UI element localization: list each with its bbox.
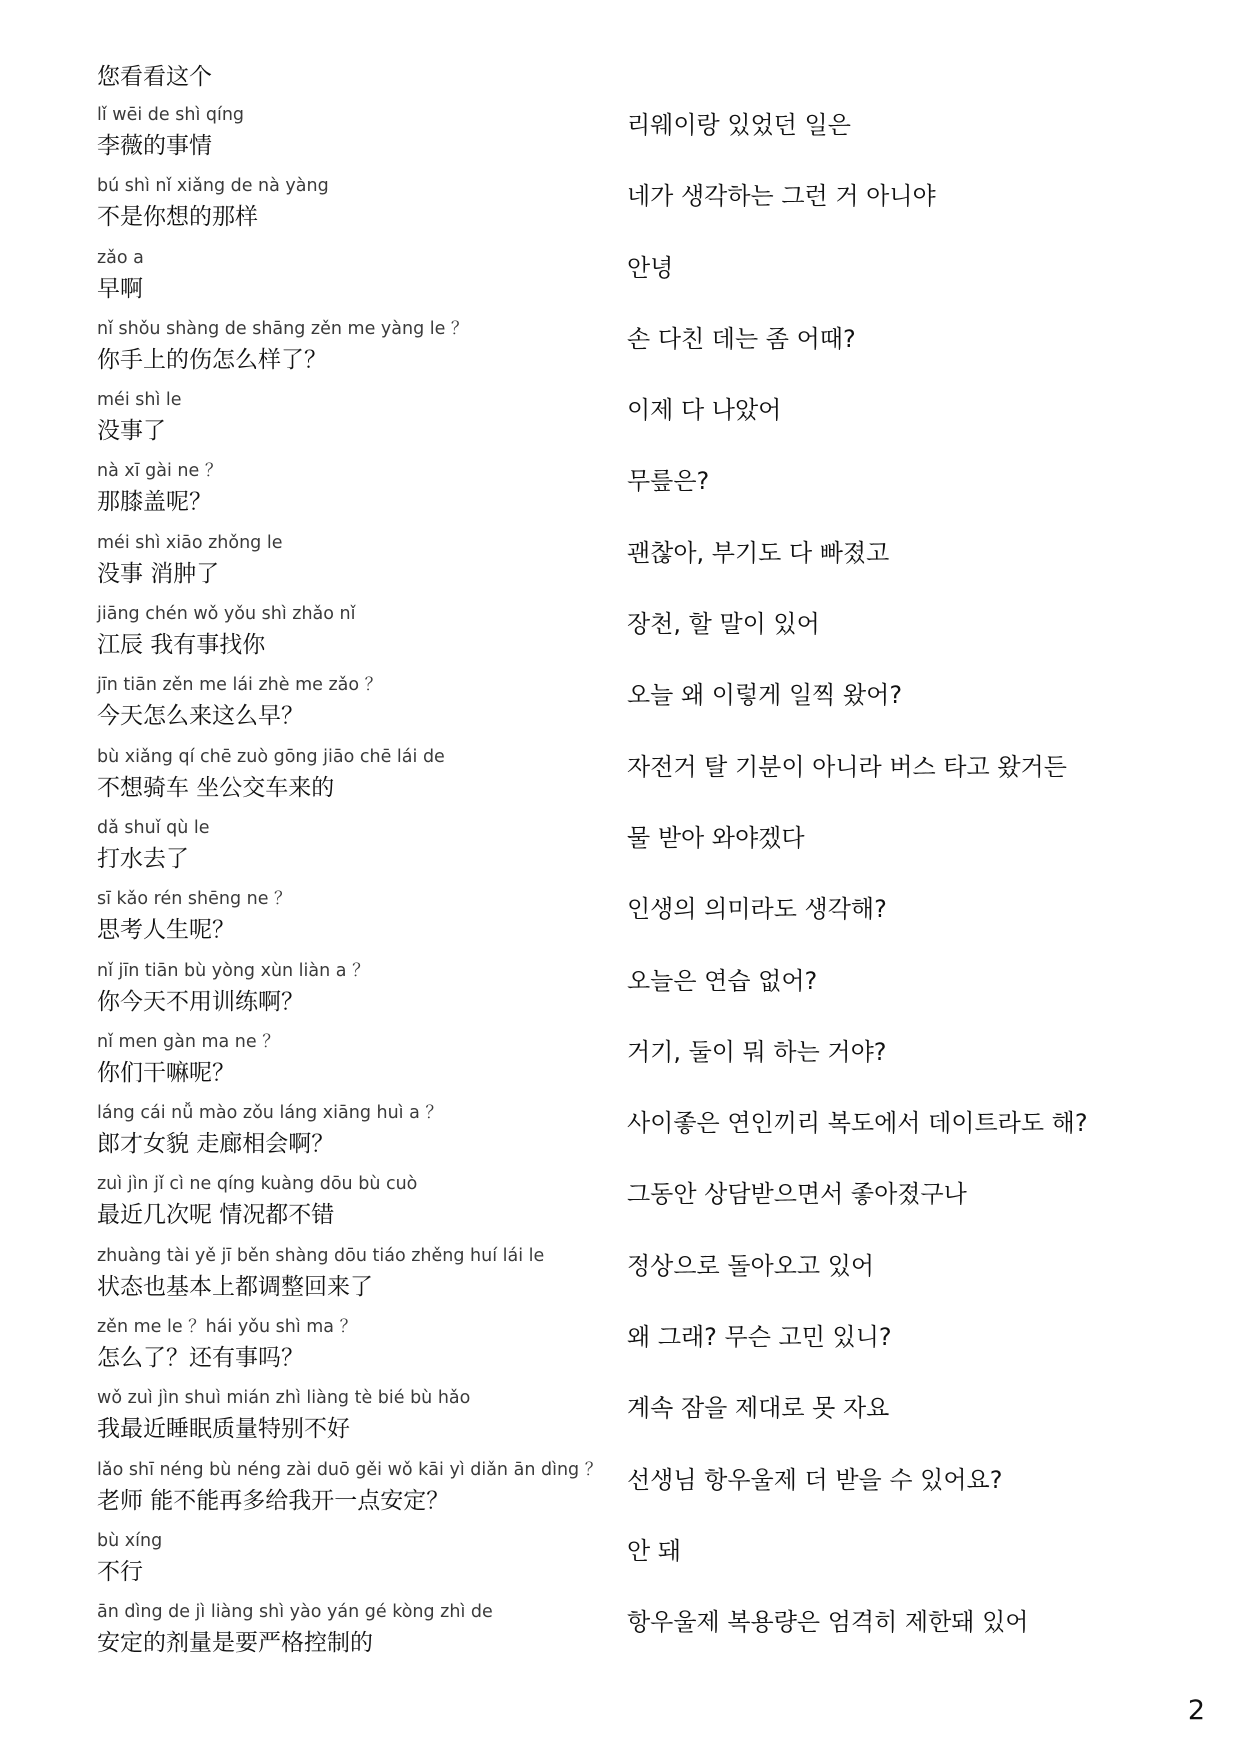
korean-text: 오늘 왜 이렇게 일찍 왔어? (627, 681, 903, 710)
korean-line (627, 1459, 1207, 1530)
korean-line (627, 674, 1207, 745)
chinese-line (97, 603, 617, 674)
hanzi-text: 不想骑车 坐公交车来的 (97, 774, 335, 801)
pinyin-text: zhuàng tài yě jī běn shàng dōu tiáo zhěng huí lái le (97, 1245, 545, 1266)
hanzi-text: 你手上的伤怎么样了？ (97, 346, 327, 373)
korean-line (627, 1387, 1207, 1458)
pinyin-text: wǒ zuì jìn shuì mián zhì liàng tè bié bù hǎo (97, 1388, 471, 1409)
hanzi-text: 今天怎么来这么早？ (97, 703, 304, 730)
korean-text: 그동안 상담받으면서 좋아졌구나 (627, 1180, 967, 1209)
hanzi-text: 思考人生呢？ (97, 917, 235, 944)
pinyin-text: nǐ jīn tiān bù yòng xùn liàn a ？ (97, 960, 370, 981)
pinyin-text: lǎo shī néng bù néng zài duō gěi wǒ kāi yì diǎn ān dìng ？ (97, 1459, 603, 1480)
korean-column (627, 104, 1207, 1673)
korean-text: 리웨이랑 있었던 일은 (627, 111, 851, 139)
korean-line (627, 1601, 1207, 1672)
pinyin-text: jiāng chén wǒ yǒu shì zhǎo nǐ (97, 604, 356, 625)
korean-line (627, 318, 1207, 389)
korean-line (627, 1173, 1207, 1244)
pinyin-text: ān dìng de jì liàng shì yào yán gé kòng zhì de (97, 1602, 493, 1623)
chinese-line (97, 746, 617, 817)
chinese-line (97, 1173, 617, 1244)
pinyin-text: zěn me le ？hái yǒu shì ma ？ (97, 1317, 358, 1338)
pinyin-text: lǐ wēi de shì qíng (97, 105, 245, 125)
chinese-line (97, 1031, 617, 1102)
korean-text: 안 돼 (627, 1536, 681, 1565)
chinese-line (97, 389, 617, 460)
chinese-line (97, 960, 617, 1031)
chinese-line (97, 1387, 617, 1458)
hanzi-text: 那膝盖呢？ (97, 489, 212, 516)
korean-text: 안녕 (627, 253, 674, 282)
hanzi-text: 状态也基本上都调整回来了 (97, 1273, 373, 1300)
hanzi-text: 江辰 我有事找你 (97, 632, 266, 659)
chinese-line (97, 247, 617, 318)
hanzi-text: 没事了 (97, 418, 166, 445)
korean-text: 이제 다 나았어 (627, 396, 782, 425)
pinyin-text: bú shì nǐ xiǎng de nà yàng (97, 176, 329, 197)
korean-line (627, 532, 1207, 603)
hanzi-text: 打水去了 (97, 845, 189, 872)
pinyin-text: bù xíng (97, 1530, 163, 1551)
korean-line (627, 1031, 1207, 1102)
korean-line (627, 104, 1207, 175)
pinyin-text: láng cái nǚ mào zǒu láng xiāng huì a ？ (97, 1103, 443, 1124)
korean-line (627, 1316, 1207, 1387)
korean-text: 물 받아 와야겠다 (627, 823, 805, 852)
hanzi-text: 你今天不用训练啊？ (97, 988, 304, 1015)
pinyin-text: dǎ shuǐ qù le (97, 817, 210, 838)
pinyin-text: sī kǎo rén shēng ne ？ (97, 889, 292, 910)
hanzi-text: 我最近睡眠质量特别不好 (97, 1416, 350, 1443)
chinese-line (97, 1245, 617, 1316)
korean-line (627, 247, 1207, 318)
chinese-line (97, 674, 617, 745)
hanzi-text: 最近几次呢 情况都不错 (97, 1202, 335, 1229)
pinyin-text: zuì jìn jǐ cì ne qíng kuàng dōu bù cuò (97, 1174, 418, 1195)
chinese-column (97, 104, 617, 1673)
korean-text: 오늘은 연습 없어? (627, 966, 818, 995)
pinyin-text: bù xiǎng qí chē zuò gōng jiāo chē lái de (97, 746, 445, 767)
korean-text: 자전거 탈 기분이 아니라 버스 타고 왔거든 (627, 752, 1067, 781)
korean-text: 항우울제 복용량은 엄격히 제한돼 있어 (627, 1608, 1029, 1637)
pinyin-text: méi shì xiāo zhǒng le (97, 532, 283, 553)
chinese-line (97, 1601, 617, 1672)
korean-text: 장천, 할 말이 있어 (627, 610, 820, 639)
korean-line (627, 603, 1207, 674)
hanzi-text: 不是你想的那样 (97, 204, 258, 231)
korean-text: 계속 잠을 제대로 못 자요 (627, 1394, 890, 1423)
chinese-line (97, 817, 617, 888)
page-number: 2 (1187, 1695, 1205, 1726)
korean-line (627, 888, 1207, 959)
korean-line (627, 1530, 1207, 1601)
chinese-line (97, 888, 617, 959)
chinese-line (97, 104, 617, 175)
korean-line (627, 960, 1207, 1031)
korean-line (627, 175, 1207, 246)
korean-text: 괜찮아, 부기도 다 빠졌고 (627, 538, 890, 567)
hanzi-text: 安定的剂量是要严格控制的 (97, 1630, 373, 1657)
korean-line (627, 817, 1207, 888)
chinese-line (97, 460, 617, 531)
korean-text: 거기, 둘이 뭐 하는 거야? (627, 1037, 887, 1066)
hanzi-text: 怎么了？还有事吗？ (97, 1345, 304, 1372)
pinyin-text: nǐ shǒu shàng de shāng zěn me yàng le ？ (97, 318, 469, 339)
hanzi-text: 早啊 (97, 275, 143, 302)
korean-text: 네가 생각하는 그런 거 아니야 (627, 182, 936, 211)
korean-line (627, 746, 1207, 817)
pinyin-text: méi shì le (97, 390, 182, 411)
korean-line (627, 389, 1207, 460)
korean-line (627, 1245, 1207, 1316)
korean-text: 사이좋은 연인끼리 복도에서 데이트라도 해? (627, 1109, 1088, 1138)
hanzi-text: 你们干嘛呢？ (97, 1059, 235, 1086)
hanzi-text: 李薇的事情 (97, 133, 212, 159)
korean-line (627, 460, 1207, 531)
page-heading: 您看看这个 (97, 64, 212, 90)
pinyin-text: nà xī gài ne ？ (97, 461, 223, 482)
hanzi-text: 没事 消肿了 (97, 560, 220, 587)
pinyin-text: jīn tiān zěn me lái zhè me zǎo ？ (97, 675, 383, 696)
hanzi-text: 老师 能不能再多给我开一点安定？ (97, 1487, 450, 1514)
pinyin-text: zǎo a (97, 247, 144, 268)
korean-text: 왜 그래? 무슨 고민 있니? (627, 1323, 892, 1352)
chinese-line (97, 1530, 617, 1601)
chinese-line (97, 1102, 617, 1173)
chinese-line (97, 1316, 617, 1387)
korean-line (627, 1102, 1207, 1173)
korean-text: 선생님 항우울제 더 받을 수 있어요? (627, 1465, 1003, 1494)
hanzi-text: 郎才女貌 走廊相会啊？ (97, 1131, 335, 1158)
hanzi-text: 不行 (97, 1558, 143, 1585)
chinese-line (97, 175, 617, 246)
korean-text: 인생의 의미라도 생각해? (627, 895, 887, 924)
chinese-line (97, 318, 617, 389)
korean-text: 정상으로 돌아오고 있어 (627, 1251, 875, 1280)
korean-text: 무릎은? (627, 467, 710, 496)
chinese-line (97, 1459, 617, 1530)
chinese-line (97, 532, 617, 603)
korean-text: 손 다친 데는 좀 어때? (627, 324, 856, 353)
pinyin-text: nǐ men gàn ma ne ？ (97, 1031, 280, 1052)
